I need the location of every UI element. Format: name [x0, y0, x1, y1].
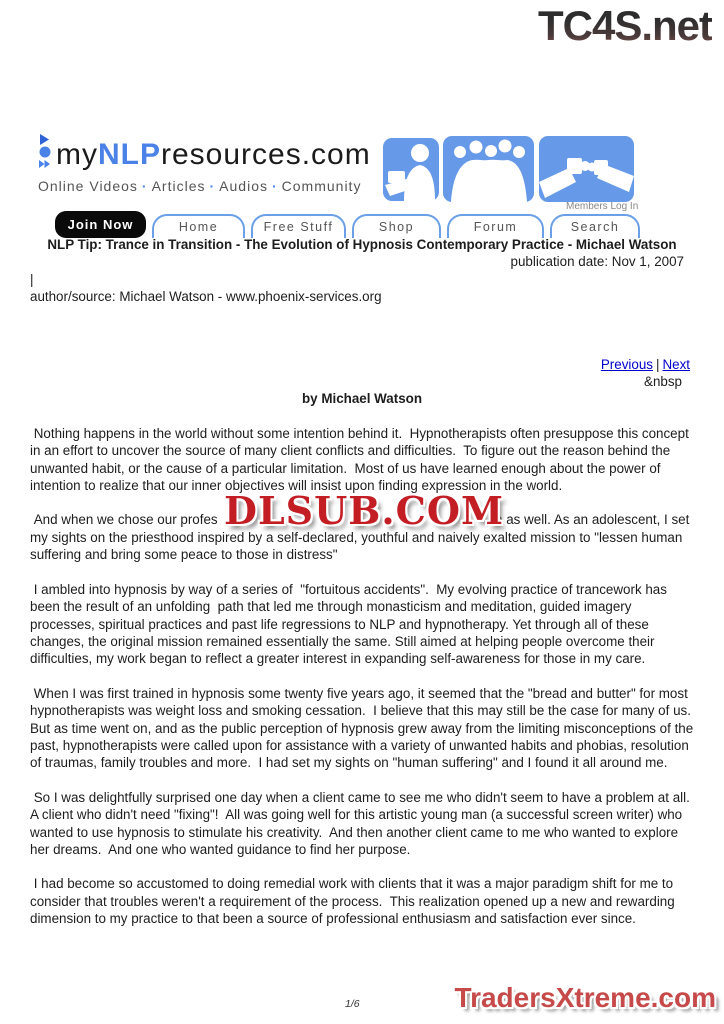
article-title: NLP Tip: Trance in Transition - The Evolution of Hypnosis Contemporary Practice - Michael Watson [47, 237, 677, 252]
main-nav [55, 211, 640, 238]
article-paragraph-5: So I was delightfully surprised one day when a client came to see me who didn't seem to have a problem at all. A client who didn't need "fixing"! All was going well for this artistic young man (a successful screen writer) who wanted to use hypnosis to stimulate his creativity. And then another client came to me who wanted to explore her dreams. And one who wanted guidance to find her purpose. [30, 789, 697, 857]
tab-forum[interactable]: Forum [447, 214, 544, 238]
article-paragraph-4: When I was first trained in hypnosis some twenty five years ago, it seemed that the "bread and butter" for most hypnotherapists was weight loss and smoking cessation. I believe that this may still be the case for many of us. But as time went on, and as the public perception of hypnosis grew away from the limiting misconceptions of the past, hypnotherapists were called upon for assistance with a variety of unwanted habits and phobias, resolution of traumas, family troubles and more. I had set my sights on "human suffering" and I found it all around me. [30, 685, 699, 771]
previous-link[interactable]: Previous [600, 356, 653, 372]
article-paragraph-3: I ambled into hypnosis by way of a series of "fortuitous accidents". My evolving practice of trancework has been the result of an unfolding path that led me through monasticism and meditation, guided imagery processes, spiritual practices and past life regressions to NLP and hypnotherapy. Yet through all of these changes, the original mission remained essentially the same. Still aimed at helping people overcome their difficulties, my work began to reflect a greater interest in expanding self-awareness for those in my care. [30, 581, 671, 667]
members-login-link[interactable]: Members Log In [566, 201, 639, 212]
community-people-image[interactable] [443, 136, 534, 202]
logo-text: myNLPresources.com [56, 137, 371, 171]
site-logo[interactable] [38, 134, 371, 194]
pagination-links [30, 356, 694, 373]
logo-play-icon [38, 134, 52, 175]
tab-shop[interactable]: Shop [352, 214, 441, 238]
puzzle-hands-image[interactable] [539, 136, 634, 202]
tradersxtreme-watermark: TradersXtreme.com [454, 982, 716, 1013]
article-content [30, 236, 699, 945]
logo-tagline: Online Videos · Articles · Audios · Community [38, 178, 362, 194]
pipe-character: | [30, 271, 34, 287]
author-source-line: author/source: Michael Watson - www.phoenix-services.org [30, 289, 382, 305]
page-number: 1/6 [345, 998, 360, 1010]
byline: by Michael Watson [301, 391, 423, 407]
tab-free-stuff[interactable]: Free Stuff [251, 214, 346, 238]
dot-separator-icon: · [209, 178, 216, 194]
publication-date: publication date: Nov 1, 2007 [510, 254, 684, 270]
article-paragraph-2: And when we chose our profes on as well. As an adolescent, I set my sights on the priesthood inspired by a self-declared, youthful and naively exalted mission to "lessen human suffering and bring some peace to those in distress" [30, 512, 694, 563]
tab-search[interactable]: Search [550, 214, 640, 238]
dot-separator-icon: · [271, 178, 278, 194]
article-paragraph-6: I had become so accustomed to doing remedial work with clients that it was a major paradigm shift for me to consider that troubles weren't a requirement of the process. This realization opened up a new and rewarding dimension to my practice to that been a source of professional enthusiasm and satisfaction ever since. [30, 876, 679, 927]
dot-separator-icon: · [141, 178, 148, 194]
tab-home[interactable]: Home [152, 214, 245, 238]
dlsub-watermark: DLSUB.COM [224, 488, 505, 533]
next-link[interactable]: Next [662, 356, 690, 372]
tc4s-watermark: TC4S.net [537, 2, 712, 49]
tab-join-now[interactable]: Join Now [55, 211, 146, 238]
article-paragraph-1: Nothing happens in the world without some intention behind it. Hypnotherapists often presuppose this concept in an effort to uncover the source of many client conflicts and difficulties. To figure out the reason behind the unwanted habit, or the cause of a particular limitation. Most of us have learned enough about the power of intention to realize that our inner objectives will insist upon finding expression in the world. [30, 425, 693, 494]
nbsp-text: &nbsp [644, 374, 682, 390]
videographer-image[interactable] [383, 138, 439, 201]
link-separator: | [655, 356, 660, 372]
